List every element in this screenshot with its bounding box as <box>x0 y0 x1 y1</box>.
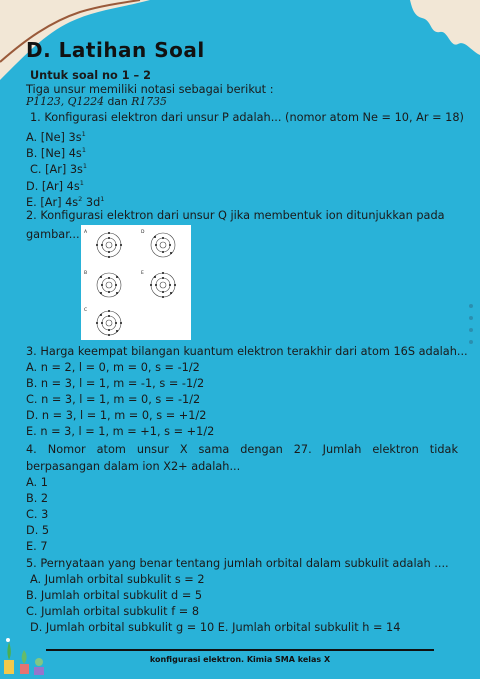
q5-option-d-e: D. Jumlah orbital subkulit g = 10 E. Jumlah orbital subkulit h = 14 <box>30 621 401 634</box>
q3-option-a: A. n = 2, l = 0, m = 0, s = -1/2 <box>26 361 200 374</box>
notation-q: Q1224 <box>67 95 104 108</box>
section-title: D. Latihan Soal <box>26 38 205 62</box>
question-3: 3. Harga keempat bilangan kuantum elektron terakhir dari atom 16S adalah... <box>26 345 468 358</box>
q5-option-a: A. Jumlah orbital subkulit s = 2 <box>30 573 205 586</box>
figure-label-d: D <box>141 230 145 235</box>
atom-b <box>97 273 121 297</box>
q1-option-b: B. [Ne] $4s^1$ <box>26 146 86 160</box>
splash-decoration <box>390 0 480 60</box>
notation-r: R1735 <box>131 95 167 108</box>
q3-option-d: D. n = 3, l = 1, m = 0, s = +1/2 <box>26 409 207 422</box>
plant-decoration-icon <box>2 632 50 679</box>
atom-a <box>96 232 122 258</box>
q4-option-e: E. 7 <box>26 540 48 553</box>
question-4: 4. Nomor atom unsur X sama dengan 27. Jumlah elektron tidak berpasangan dalam ion X2+ adalah... <box>26 443 458 473</box>
footer-divider <box>46 649 434 651</box>
question-5: 5. Pernyataan yang benar tentang jumlah orbital dalam subkulit adalah .... <box>26 557 449 570</box>
q1-option-e: E. [Ar] $4s^2$ $3d^1$ <box>26 195 105 209</box>
figure-label-e: E <box>141 271 144 276</box>
question-1: 1. Konfigurasi elektron dari unsur P adalah... (nomor atom Ne = 10, Ar = 18) <box>30 111 464 124</box>
q5-option-c: C. Jumlah orbital subkulit f = 8 <box>26 605 200 618</box>
intro-text: Tiga unsur memiliki notasi sebagai berikut : <box>26 83 274 96</box>
q1-option-c: C. [Ar] $3s^1$ <box>30 162 88 176</box>
atom-diagram-figure <box>81 225 191 340</box>
figure-label-b: B <box>84 271 88 276</box>
q3-option-e: E. n = 3, l = 1, m = +1, s = +1/2 <box>26 425 215 438</box>
side-dots-decoration <box>464 300 478 360</box>
atom-e <box>150 272 176 298</box>
figure-label-c: C <box>84 308 88 313</box>
footer-text: konfigurasi elektron. Kimia SMA kelas X <box>149 655 331 664</box>
q1-option-a: A. [Ne] $3s^1$ <box>26 130 86 144</box>
q3-option-c: C. n = 3, l = 1, m = 0, s = -1/2 <box>26 393 201 406</box>
q4-option-d: D. 5 <box>26 524 50 537</box>
notation-p: P1123 <box>26 95 61 108</box>
atom-c <box>96 310 122 336</box>
atom-diagrams <box>81 225 191 340</box>
question-2-line-1: 2. Konfigurasi elektron dari unsur Q jika membentuk ion ditunjukkan pada <box>26 209 445 222</box>
q1-option-d: D. [Ar] $4s^1$ <box>26 179 84 193</box>
q3-option-b: B. n = 3, l = 1, m = -1, s = -1/2 <box>26 377 205 390</box>
question-2-line-2: gambar... <box>26 228 80 241</box>
figure-label-a: A <box>84 230 88 235</box>
subheading: Untuk soal no 1 – 2 <box>30 69 151 82</box>
atom-d <box>151 233 175 257</box>
q4-option-b: B. 2 <box>26 492 49 505</box>
q4-option-a: A. 1 <box>26 476 48 489</box>
q5-option-b: B. Jumlah orbital subkulit d = 5 <box>26 589 203 602</box>
element-notation: P1123, Q1224 dan R1735 <box>26 95 167 108</box>
q4-option-c: C. 3 <box>26 508 49 521</box>
